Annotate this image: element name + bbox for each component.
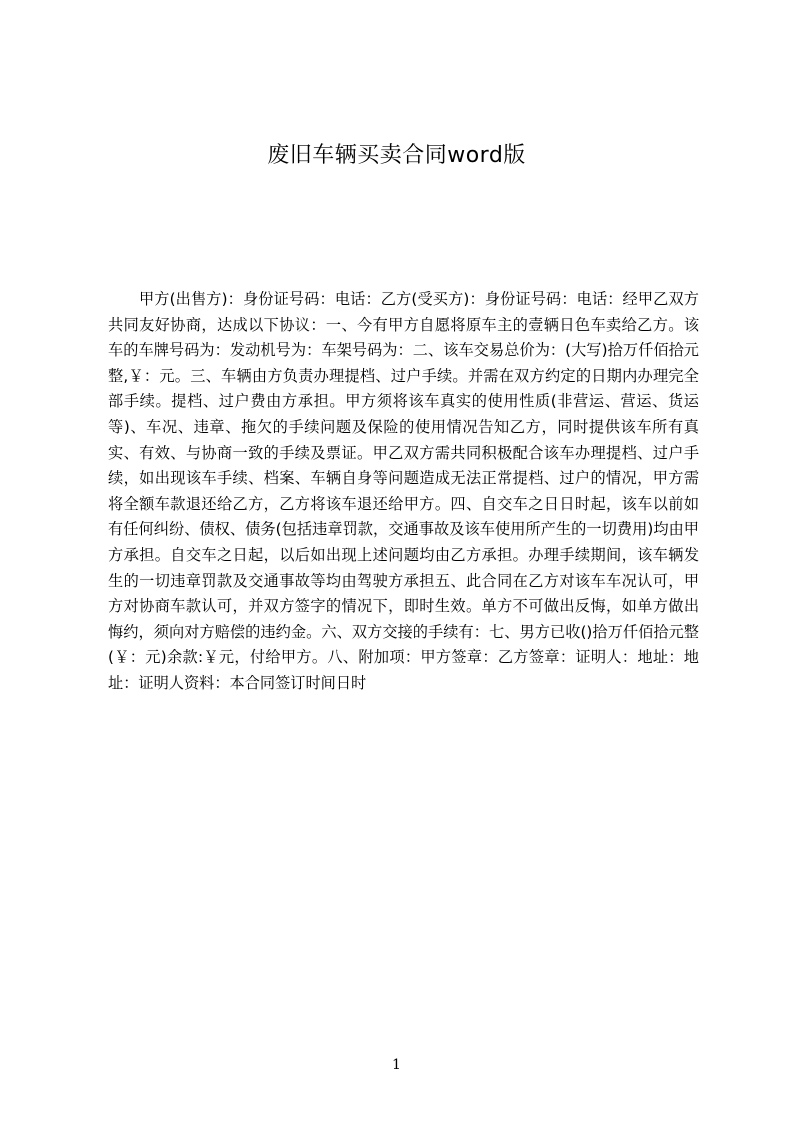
document-title: 废旧车辆买卖合同word版	[267, 143, 526, 168]
page-number: 1	[392, 1057, 401, 1073]
contract-body-paragraph: 甲方(出售方)：身份证号码：电话：乙方(受买方)：身份证号码：电话：经甲乙双方共同友好协商，达成以下协议：一、今有甲方自愿将原车主的壹辆日色车卖给乙方。该车的车牌号码为：发动机号为：车架号码为：二、该车交易总价为：(大写)拾万仟佰拾元整,￥：元。三、车辆由方负责办理提档、过户手续。并需在双方约定的日期内办理完全部手续。提档、过户费由方承担。甲方须将该车真实的使用性质(非营运、营运、货运等)、车况、违章、拖欠的手续问题及保险的使用情况告知乙方，同时提供该车所有真实、有效、与协商一致的手续及票证。甲乙双方需共同积极配合该车办理提档、过户手续，如出现该车手续、档案、车辆自身等问题造成无法正常提档、过户的情况，甲方需将全额车款退还给乙方，乙方将该车退还给甲方。四、自交车之日日时起，该车以前如有任何纠纷、债权、债务(包括违章罚款，交通事故及该车使用所产生的一切费用)均由甲方承担。自交车之日起，以后如出现上述问题均由乙方承担。办理手续期间，该车辆发生的一切违章罚款及交通事故等均由驾驶方承担五、此合同在乙方对该车车况认可，甲方对协商车款认可，并双方签字的情况下，即时生效。单方不可做出反悔，如单方做出悔约，须向对方赔偿的违约金。六、双方交接的手续有：七、男方已收()拾万仟佰拾元整(￥：元)余款:￥元，付给甲方。八、附加项：甲方签章：乙方签章：证明人：地址：地址：证明人资料：本合同签订时间日时	[108, 290, 699, 692]
